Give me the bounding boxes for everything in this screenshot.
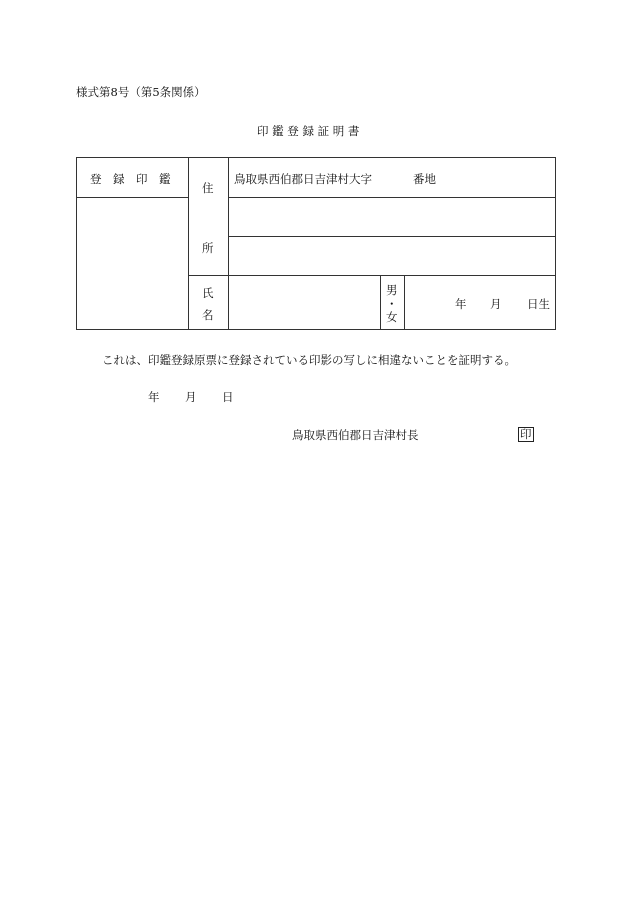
address-banchi: 番地 bbox=[413, 172, 436, 186]
registered-seal-label: 登 録 印 鑑 bbox=[90, 172, 171, 186]
form-number: 様式第8号（第5条関係） bbox=[76, 85, 206, 99]
seal-mark: 印 bbox=[520, 427, 532, 441]
address-line1: 鳥取県西伯郡日吉津村大字 bbox=[234, 172, 372, 186]
name-label-top: 氏 bbox=[202, 286, 214, 300]
date-month: 月 bbox=[185, 390, 197, 404]
name-label-bottom: 名 bbox=[202, 308, 214, 322]
sex-male: 男 bbox=[386, 283, 398, 297]
document-title: 印 鑑 登 録 証 明 書 bbox=[257, 124, 360, 138]
birth-day: 日生 bbox=[527, 297, 550, 311]
certification-text: これは、印鑑登録原票に登録されている印影の写しに相違ないことを証明する。 bbox=[102, 353, 516, 367]
birth-year: 年 bbox=[455, 297, 467, 311]
date-day: 日 bbox=[222, 390, 234, 404]
issuer-name: 鳥取県西伯郡日吉津村長 bbox=[292, 428, 419, 442]
sex-dot: ・ bbox=[386, 297, 398, 311]
address-label-top: 住 bbox=[202, 181, 214, 195]
sex-female: 女 bbox=[386, 310, 398, 324]
birth-month: 月 bbox=[490, 297, 502, 311]
address-label-bottom: 所 bbox=[202, 241, 214, 255]
date-year: 年 bbox=[148, 390, 160, 404]
